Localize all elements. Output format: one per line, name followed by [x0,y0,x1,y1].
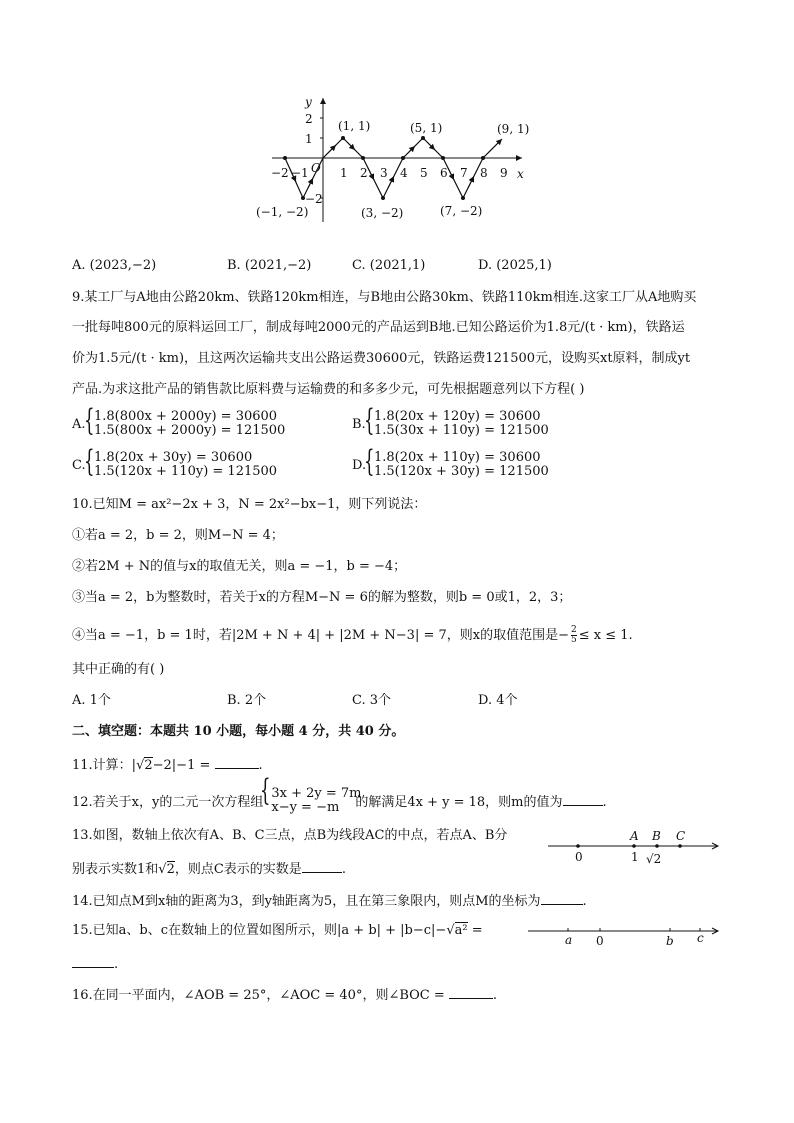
x-tick-neg1: −1 [291,166,309,180]
q9-line-1: 9.某工厂与A地由公路20km、铁路120km相连，与B地由公路30km、铁路110km相连.这家工厂从A地购买 [72,290,697,305]
point-label-1-1: (1, 1) [338,119,371,133]
point-label-9-1: (9, 1) [497,122,530,136]
zigzag-coordinate-graph [250,90,540,230]
q11: 11.计算：|√2−2|−1 = . [72,758,263,773]
q9-line-2: 一批每吨800元的原料运回工厂，制成每吨2000元的产品运到B地.已知公路运价为1.8元/(t · km)，铁路运 [72,320,685,335]
x-tick-7: 7 [460,166,468,180]
point-label-neg1-neg2: (−1, −2) [256,205,309,219]
q16-answer-blank[interactable] [449,986,493,999]
q15-label-c: c [697,931,704,945]
q16: 16.在同一平面内，∠AOB = 25°，∠AOC = 40°，则∠BOC = . [72,988,498,1003]
q15-answer-blank[interactable] [72,955,114,968]
y-axis-label: y [305,95,312,109]
q13-line-2: 别表示实数1和√2，则点C表示的实数是 . [72,862,346,877]
q13-tick-1: 1 [631,850,639,864]
q8-option-d[interactable]: D. (2025,1) [478,258,552,273]
q8-option-c[interactable]: C. (2021,1) [352,258,426,273]
q15-answer-line: . [72,955,118,973]
q13-tick-0: 0 [575,850,583,864]
origin-label: O [311,161,321,175]
q13-answer-blank[interactable] [302,860,342,873]
q15-label-b: b [666,934,674,948]
q15-label-a: a [565,933,573,947]
x-tick-8: 8 [480,166,488,180]
q10-option-a[interactable]: A. 1个 [72,693,111,708]
q10-option-c[interactable]: C. 3个 [352,693,392,708]
q13-number-line [545,825,725,870]
q10-statement-3: ③当a = 2，b为整数时，若关于x的方程M−N = 6的解为整数，则b = 0或1，2，3； [72,590,572,605]
q10-statement-2: ②若2M + N的值与x的取值无关，则a = −1，b = −4； [72,559,407,574]
q12-equation-system: { 3x + 2y = 7m x−y = −m [260,773,362,815]
q15: 15.已知a、b、c在数轴上的位置如图所示，则|a + b| + |b−c|−√a² = [72,923,483,938]
y-tick-neg2: −2 [305,192,323,206]
q13-line-1: 13.如图，数轴上依次有A、B、C三点，点B为线段AC的中点，若点A、B分 [72,828,508,843]
q9-option-c[interactable]: C. { 1.8(20x + 30y) = 30600 1.5(120x + 110y) = 121500 [72,444,278,479]
q13-point-a-label: A [630,829,639,843]
point-label-7-neg2: (7, −2) [440,204,483,218]
x-tick-1: 1 [340,166,348,180]
q10-option-d[interactable]: D. 4个 [478,693,518,708]
section-2-heading: 二、填空题：本题共 10 小题，每小题 4 分，共 40 分。 [72,724,405,739]
sqrt-icon: √ [158,862,167,877]
sqrt-icon: √ [446,923,455,938]
q9-option-b[interactable]: B. { 1.8(20x + 120y) = 30600 1.5(30x + 110y) = 121500 [352,403,549,438]
q9-option-a[interactable]: A. { 1.8(800x + 2000y) = 30600 1.5(800x + 2000y) = 121500 [72,403,286,438]
q14-answer-blank[interactable] [541,892,583,905]
q10-ask: 其中正确的有( ) [72,662,165,677]
x-tick-5: 5 [420,166,428,180]
x-axis-label: x [517,167,524,181]
x-tick-4: 4 [400,166,408,180]
q9-line-3: 价为1.5元/(t · km)，且这两次运输共支出公路运费30600元，铁路运费121500元，设购买xt原料，制成yt [72,351,691,366]
q9-option-d[interactable]: D. { 1.8(20x + 110y) = 30600 1.5(120x + 30y) = 121500 [352,444,549,479]
q14: 14.已知点M到x轴的距离为3，到y轴距离为5，且在第三象限内，则点M的坐标为 . [72,894,587,909]
q15-label-0: 0 [596,934,604,948]
y-tick-2: 2 [305,112,313,126]
q11-answer-blank[interactable] [215,756,259,769]
point-label-3-neg2: (3, −2) [361,206,404,220]
y-tick-1: 1 [305,132,313,146]
x-tick-2: 2 [360,166,368,180]
x-tick-6: 6 [440,166,448,180]
q12-answer-blank[interactable] [563,793,603,806]
q10-stem: 10.已知M = ax²−2x + 3，N = 2x²−bx−1，则下列说法： [72,497,427,512]
x-tick-neg2: −2 [271,166,289,180]
sqrt-icon: √ [136,758,145,773]
q10-statement-4: ④当a = −1，b = 1时，若|2M + N + 4| + |2M + N−3| = 7，则x的取值范围是− $\frac{2}{5}$ ≤ x ≤ 1. [72,625,633,645]
q10-option-b[interactable]: B. 2个 [227,693,267,708]
point-label-5-1: (5, 1) [410,121,443,135]
q15-number-line [525,920,725,950]
q13-tick-sqrt2: √2 [646,852,662,866]
x-tick-9: 9 [500,166,508,180]
x-tick-3: 3 [380,166,388,180]
fraction-two-fifths: $\frac{2}{5}$ [570,625,577,645]
q9-line-4: 产品.为求这批产品的销售款比原料费与运输费的和多多少元，可先根据题意列以下方程( ) [72,382,585,397]
q8-option-a[interactable]: A. (2023,−2) [72,258,157,273]
q12: 12.若关于x，y的二元一次方程组 { 3x + 2y = 7m x−y = −m 的解满足4x + y = 18，则m的值为 . [72,773,607,815]
q13-point-b-label: B [652,829,661,843]
q10-statement-1: ①若a = 2，b = 2，则M−N = 4； [72,528,284,543]
q13-point-c-label: C [676,829,686,843]
q8-option-b[interactable]: B. (2021,−2) [227,258,312,273]
